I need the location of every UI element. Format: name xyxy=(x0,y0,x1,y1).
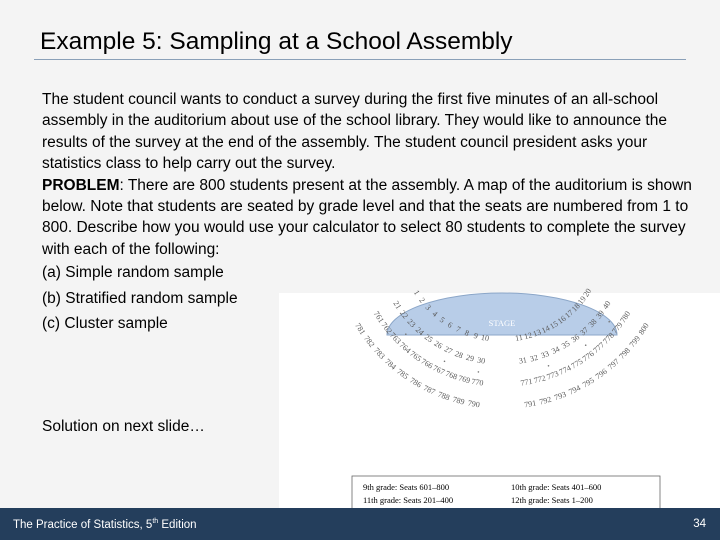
seat-right-row2-8: 779 xyxy=(610,320,625,336)
row-gap-dot-1 xyxy=(444,361,446,363)
seat-left-row3-4: 785 xyxy=(395,366,411,382)
seat-left-row0-6: 7 xyxy=(454,324,463,335)
intro-paragraph: The student council wants to conduct a survey during the first five minutes of an all-school assembly in the auditorium about use of the school library. They would like to announce the results of the survey at the end of the assembly. The student council president asks your statistics class to help carry out the survey. xyxy=(42,91,667,173)
edition-superscript: th xyxy=(152,518,159,525)
seat-right-row1-8: 39 xyxy=(594,308,607,321)
seat-right-row2-4: 775 xyxy=(569,356,585,371)
row-gap-dot-3 xyxy=(548,365,550,367)
seat-right-row3-3: 794 xyxy=(567,383,582,397)
solution-note: Solution on next slide… xyxy=(42,418,205,435)
seat-right-row0-3: 14 xyxy=(540,323,552,336)
seat-left-row2-2: 763 xyxy=(387,330,403,346)
seat-right-row0-4: 15 xyxy=(548,319,560,331)
problem-text: : There are 800 students present at the assembly. A map of the auditorium is shown below. Note that students are seated by grade level and that the seats are numbered from 1 to 800. Describe how you would use your calculator to select 80 students to complete the survey with each of the following: xyxy=(42,176,692,258)
seat-right-row3-9: 800 xyxy=(636,321,651,337)
seat-left-row3-7: 788 xyxy=(436,389,451,403)
seat-right-row1-6: 37 xyxy=(578,325,591,338)
seat-left-row3-1: 782 xyxy=(361,333,377,349)
legend-12th-grade: 12th grade: Seats 1–200 xyxy=(511,495,593,505)
seat-left-row0-7: 8 xyxy=(463,328,471,338)
seat-left-row3-8: 789 xyxy=(451,394,466,407)
option-a xyxy=(42,260,692,286)
seat-left-row1-5: 26 xyxy=(432,338,444,351)
seat-right-row3-0: 791 xyxy=(523,398,537,410)
auditorium-map-svg xyxy=(279,286,720,517)
seat-right-row0-8: 19 xyxy=(575,294,588,307)
seat-left-row1-8: 29 xyxy=(464,352,476,364)
option-c-label: (c) xyxy=(42,315,61,333)
legend-10th-grade: 10th grade: Seats 401–600 xyxy=(511,482,602,492)
seat-right-row2-6: 777 xyxy=(591,340,607,356)
seat-left-row0-2: 3 xyxy=(423,302,433,312)
seat-left-row1-7: 28 xyxy=(453,349,465,361)
seat-right-row0-1: 12 xyxy=(523,330,534,342)
seat-left-row1-4: 25 xyxy=(422,332,435,345)
row-gap-dot-5 xyxy=(608,321,610,323)
seat-left-row1-3: 24 xyxy=(413,325,426,338)
seat-left-row3-3: 784 xyxy=(383,356,399,372)
seat-left-row0-8: 9 xyxy=(472,330,479,341)
seat-right-row1-5: 36 xyxy=(569,332,582,345)
seat-right-row1-7: 38 xyxy=(586,317,599,330)
problem-label: PROBLEM xyxy=(42,176,120,194)
seat-right-row1-0: 31 xyxy=(518,355,528,366)
seat-right-row3-5: 796 xyxy=(593,366,609,382)
seat-left-row1-9: 30 xyxy=(476,355,486,366)
seat-right-row1-2: 33 xyxy=(539,349,551,361)
seat-left-row2-1: 762 xyxy=(379,320,394,336)
seat-right-row2-9: 780 xyxy=(618,309,633,325)
option-b-label: (b) xyxy=(42,289,61,307)
seat-right-row0-2: 13 xyxy=(531,327,543,339)
seat-right-row3-6: 797 xyxy=(605,356,621,372)
seat-left-row0-1: 2 xyxy=(417,295,427,305)
seat-left-row2-6: 767 xyxy=(431,363,447,377)
seat-right-row0-9: 20 xyxy=(581,286,594,299)
seat-left-row2-9: 770 xyxy=(470,376,485,388)
row-gap-dot-2 xyxy=(478,371,480,373)
seat-left-row1-2: 23 xyxy=(405,317,418,330)
row-gap-dot-4 xyxy=(585,344,587,346)
seat-right-row3-1: 792 xyxy=(538,394,553,407)
seat-right-row0-0: 11 xyxy=(514,332,524,344)
legend-9th-grade: 9th grade: Seats 601–800 xyxy=(363,482,450,492)
seat-left-row2-3: 764 xyxy=(397,340,413,356)
seat-left-row2-0: 761 xyxy=(371,309,386,325)
option-b-text: Stratified random sample xyxy=(60,289,238,307)
row-gap-dot-0 xyxy=(405,333,407,335)
seat-left-row3-0: 781 xyxy=(353,321,368,337)
seat-right-row1-9: 40 xyxy=(600,299,613,311)
footer-bar xyxy=(0,508,720,540)
page-number: 34 xyxy=(693,518,706,530)
stage-label: STAGE xyxy=(488,318,516,328)
seat-left-row0-9: 10 xyxy=(480,332,490,344)
seat-right-row3-4: 795 xyxy=(580,375,596,390)
book-title-edition: Edition xyxy=(158,518,197,531)
seat-right-row0-7: 18 xyxy=(569,301,582,314)
title-underline xyxy=(34,59,686,60)
seat-right-row2-2: 773 xyxy=(545,368,560,382)
seat-right-row1-3: 34 xyxy=(550,344,562,356)
seat-right-row2-5: 776 xyxy=(580,348,596,364)
seat-left-row0-0: 1 xyxy=(411,288,422,297)
seat-right-row2-3: 774 xyxy=(557,363,573,377)
seat-right-row0-6: 17 xyxy=(563,307,576,321)
option-a-label: (a) xyxy=(42,264,61,282)
seat-right-row1-1: 32 xyxy=(529,352,540,364)
seat-right-row3-2: 793 xyxy=(553,389,568,403)
seat-left-row3-6: 787 xyxy=(422,383,437,397)
auditorium-map xyxy=(279,286,720,517)
seat-right-row3-8: 799 xyxy=(627,333,643,349)
seat-right-row2-0: 771 xyxy=(519,376,534,388)
seat-right-row1-4: 35 xyxy=(560,338,572,351)
seat-left-row3-5: 786 xyxy=(408,375,424,390)
seat-left-row0-3: 4 xyxy=(430,309,440,319)
legend-11th-grade: 11th grade: Seats 201–400 xyxy=(363,495,454,505)
option-c-text: Cluster sample xyxy=(60,315,168,333)
seat-left-row3-2: 783 xyxy=(371,345,387,361)
problem-paragraph xyxy=(42,175,692,261)
seat-left-row0-4: 5 xyxy=(437,315,447,325)
seat-left-row2-5: 766 xyxy=(419,356,435,371)
seat-left-row1-6: 27 xyxy=(442,344,454,356)
seat-right-row2-1: 772 xyxy=(532,373,547,386)
seat-left-row0-5: 6 xyxy=(446,320,455,330)
book-title-main: The Practice of Statistics, 5 xyxy=(13,518,153,531)
seat-left-row2-8: 769 xyxy=(457,373,472,386)
seat-left-row2-7: 768 xyxy=(444,368,459,382)
option-a-text: Simple random sample xyxy=(60,264,224,282)
seat-right-row3-7: 798 xyxy=(617,345,633,361)
book-title xyxy=(13,518,197,531)
seat-left-row1-1: 22 xyxy=(397,308,410,321)
seat-right-row2-7: 778 xyxy=(601,330,617,346)
seat-left-row2-4: 765 xyxy=(408,348,424,364)
seat-left-row1-0: 21 xyxy=(391,299,404,311)
seat-left-row3-9: 790 xyxy=(467,398,481,410)
slide-title: Example 5: Sampling at a School Assembly xyxy=(40,28,513,55)
seat-right-row0-5: 16 xyxy=(555,313,568,326)
